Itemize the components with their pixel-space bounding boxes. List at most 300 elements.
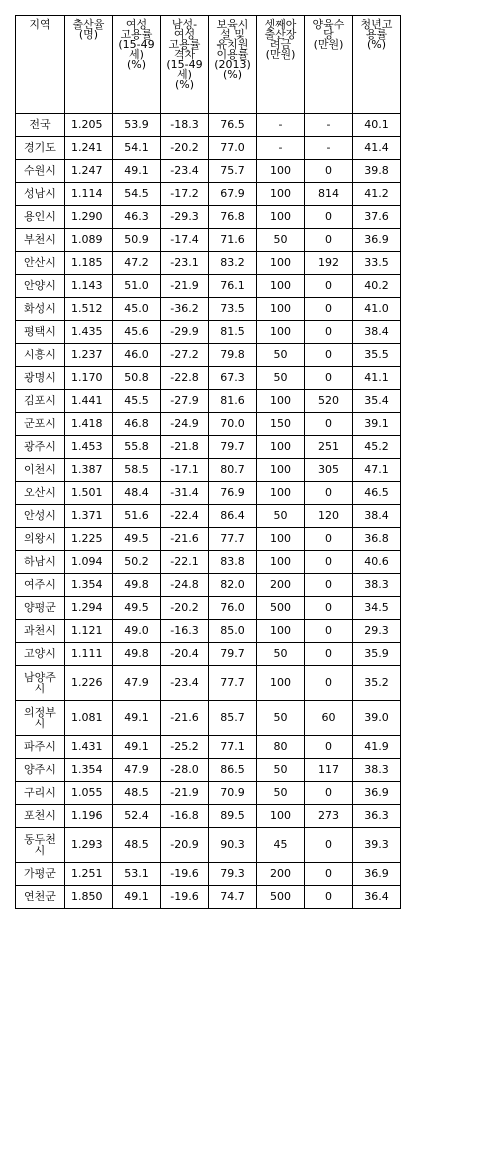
table-cell-gender-gap: -22.1 [161,551,209,574]
table-row [16,436,401,459]
table-cell-childcare-allowance: 0 [305,863,353,886]
table-cell-third-child-bonus: 100 [257,298,305,321]
table-cell-female-employment: 58.5 [113,459,161,482]
table-cell-childcare-allowance: 0 [305,643,353,666]
table-cell-third-child-bonus: 50 [257,505,305,528]
table-cell-childcare-usage: 83.8 [209,551,257,574]
table-cell-third-child-bonus: 50 [257,367,305,390]
table-cell-childcare-usage: 77.1 [209,736,257,759]
table-cell-region: 포천시 [16,805,65,828]
table-cell-region: 안양시 [16,275,65,298]
table-cell-youth-employment: 41.0 [353,298,401,321]
table-cell-birth-rate: 1.185 [65,252,113,275]
table-cell-female-employment: 45.6 [113,321,161,344]
table-cell-third-child-bonus: - [257,114,305,137]
table-cell-third-child-bonus: 100 [257,551,305,574]
table-cell-youth-employment: 35.5 [353,344,401,367]
table-cell-third-child-bonus: 100 [257,321,305,344]
table-cell-third-child-bonus: 200 [257,574,305,597]
table-cell-region: 성남시 [16,183,65,206]
table-cell-female-employment: 49.1 [113,701,161,736]
table-row [16,736,401,759]
table-row [16,298,401,321]
table-cell-childcare-usage: 73.5 [209,298,257,321]
table-cell-female-employment: 53.1 [113,863,161,886]
table-cell-third-child-bonus: 100 [257,160,305,183]
table-cell-gender-gap: -31.4 [161,482,209,505]
table-cell-female-employment: 50.9 [113,229,161,252]
table-cell-childcare-allowance: 520 [305,390,353,413]
table-cell-childcare-usage: 67.9 [209,183,257,206]
table-cell-youth-employment: 41.2 [353,183,401,206]
table-cell-gender-gap: -17.4 [161,229,209,252]
table-cell-birth-rate: 1.512 [65,298,113,321]
table-row [16,206,401,229]
table-cell-female-employment: 46.3 [113,206,161,229]
table-cell-birth-rate: 1.094 [65,551,113,574]
table-cell-third-child-bonus: 100 [257,183,305,206]
table-cell-childcare-allowance: 0 [305,321,353,344]
table-cell-childcare-allowance: 0 [305,782,353,805]
col-region-header: 지역 [16,16,65,114]
table-cell-region: 의정부 시 [16,701,65,736]
table-cell-third-child-bonus: 50 [257,344,305,367]
table-row [16,183,401,206]
table-cell-childcare-usage: 76.1 [209,275,257,298]
table-cell-gender-gap: -16.3 [161,620,209,643]
table-cell-gender-gap: -21.8 [161,436,209,459]
table-cell-third-child-bonus: - [257,137,305,160]
table-row [16,551,401,574]
table-cell-childcare-allowance: 251 [305,436,353,459]
table-cell-childcare-usage: 85.0 [209,620,257,643]
table-cell-region: 과천시 [16,620,65,643]
table-cell-childcare-allowance: 0 [305,367,353,390]
table-cell-region: 여주시 [16,574,65,597]
table-cell-female-employment: 50.2 [113,551,161,574]
table-cell-childcare-allowance: 305 [305,459,353,482]
table-cell-birth-rate: 1.114 [65,183,113,206]
table-cell-birth-rate: 1.251 [65,863,113,886]
table-cell-third-child-bonus: 100 [257,436,305,459]
table-cell-gender-gap: -17.1 [161,459,209,482]
table-cell-youth-employment: 38.3 [353,759,401,782]
table-body [16,114,401,909]
table-cell-gender-gap: -24.8 [161,574,209,597]
table-cell-youth-employment: 29.3 [353,620,401,643]
table-cell-gender-gap: -22.4 [161,505,209,528]
table-cell-third-child-bonus: 100 [257,620,305,643]
col-female-employment-header: 여성 고용률 (15-49 세) (%) [113,16,161,114]
table-cell-childcare-allowance: 0 [305,229,353,252]
table-cell-third-child-bonus: 500 [257,597,305,620]
table-cell-youth-employment: 40.6 [353,551,401,574]
table-cell-birth-rate: 1.225 [65,528,113,551]
table-cell-childcare-usage: 76.9 [209,482,257,505]
table-cell-female-employment: 48.4 [113,482,161,505]
table-cell-gender-gap: -22.8 [161,367,209,390]
table-cell-childcare-usage: 71.6 [209,229,257,252]
table-cell-youth-employment: 39.8 [353,160,401,183]
table-cell-gender-gap: -27.9 [161,390,209,413]
table-row [16,482,401,505]
table-cell-childcare-allowance: 0 [305,344,353,367]
table-cell-female-employment: 49.8 [113,643,161,666]
table-cell-childcare-usage: 81.5 [209,321,257,344]
table-cell-childcare-usage: 79.7 [209,643,257,666]
table-cell-third-child-bonus: 100 [257,805,305,828]
table-cell-youth-employment: 34.5 [353,597,401,620]
table-cell-third-child-bonus: 45 [257,828,305,863]
table-cell-youth-employment: 33.5 [353,252,401,275]
table-cell-childcare-allowance: 814 [305,183,353,206]
table-cell-female-employment: 53.9 [113,114,161,137]
col-third-child-bonus-header: 셋째아 출산장 려금 (만원) [257,16,305,114]
table-cell-region: 안성시 [16,505,65,528]
table-cell-third-child-bonus: 50 [257,229,305,252]
table-row [16,886,401,909]
table-cell-childcare-allowance: 120 [305,505,353,528]
table-cell-youth-employment: 36.4 [353,886,401,909]
table-cell-childcare-usage: 79.3 [209,863,257,886]
table-cell-third-child-bonus: 100 [257,666,305,701]
col-birth-rate-header: 출산율 (명) [65,16,113,114]
table-cell-childcare-allowance: 0 [305,528,353,551]
table-cell-birth-rate: 1.241 [65,137,113,160]
table-cell-third-child-bonus: 100 [257,482,305,505]
col-youth-employment-header: 청년고 용률 (%) [353,16,401,114]
table-cell-gender-gap: -17.2 [161,183,209,206]
col-childcare-allowance-header: 양육수 당 (만원) [305,16,353,114]
table-cell-youth-employment: 46.5 [353,482,401,505]
table-cell-female-employment: 47.2 [113,252,161,275]
table-cell-childcare-usage: 77.0 [209,137,257,160]
table-cell-childcare-usage: 70.0 [209,413,257,436]
table-cell-third-child-bonus: 50 [257,759,305,782]
table-cell-female-employment: 47.9 [113,666,161,701]
table-row [16,252,401,275]
table-cell-female-employment: 52.4 [113,805,161,828]
table-cell-female-employment: 54.5 [113,183,161,206]
table-cell-birth-rate: 1.196 [65,805,113,828]
table-cell-birth-rate: 1.111 [65,643,113,666]
table-cell-region: 동두천 시 [16,828,65,863]
table-cell-youth-employment: 35.4 [353,390,401,413]
table-cell-childcare-usage: 82.0 [209,574,257,597]
table-cell-third-child-bonus: 50 [257,643,305,666]
table-cell-childcare-allowance: 117 [305,759,353,782]
table-cell-youth-employment: 39.0 [353,701,401,736]
table-cell-childcare-allowance: 0 [305,413,353,436]
table-cell-gender-gap: -23.4 [161,666,209,701]
table-row [16,597,401,620]
table-cell-childcare-usage: 79.7 [209,436,257,459]
table-row [16,574,401,597]
col-gender-gap-header: 남성- 여성 고용률 격차 (15-49 세) (%) [161,16,209,114]
table-cell-third-child-bonus: 50 [257,701,305,736]
table-cell-female-employment: 48.5 [113,828,161,863]
table-cell-third-child-bonus: 500 [257,886,305,909]
table-cell-youth-employment: 38.4 [353,321,401,344]
table-cell-childcare-usage: 76.8 [209,206,257,229]
table-cell-female-employment: 46.8 [113,413,161,436]
table-cell-region: 부천시 [16,229,65,252]
table-cell-region: 김포시 [16,390,65,413]
table-cell-youth-employment: 37.6 [353,206,401,229]
table-row [16,114,401,137]
table-cell-gender-gap: -20.9 [161,828,209,863]
table-row [16,137,401,160]
table-cell-female-employment: 51.0 [113,275,161,298]
table-cell-region: 연천군 [16,886,65,909]
table-cell-childcare-usage: 77.7 [209,666,257,701]
table-cell-region: 양주시 [16,759,65,782]
table-cell-region: 구리시 [16,782,65,805]
table-cell-gender-gap: -29.3 [161,206,209,229]
table-cell-region: 오산시 [16,482,65,505]
table-cell-female-employment: 49.1 [113,160,161,183]
table-cell-childcare-allowance: 273 [305,805,353,828]
table-cell-youth-employment: 35.2 [353,666,401,701]
table-cell-childcare-allowance: 60 [305,701,353,736]
table-cell-female-employment: 51.6 [113,505,161,528]
table-cell-childcare-usage: 80.7 [209,459,257,482]
table-row [16,666,401,701]
table-row [16,643,401,666]
table-cell-childcare-allowance: 0 [305,298,353,321]
table-cell-youth-employment: 36.9 [353,229,401,252]
table-cell-childcare-allowance: 0 [305,275,353,298]
table-cell-region: 남양주 시 [16,666,65,701]
table-cell-childcare-allowance: 0 [305,482,353,505]
table-row [16,344,401,367]
col-childcare-usage-header: 보육시 설 및 유치원 이용률 (2013) (%) [209,16,257,114]
table-row [16,413,401,436]
table-cell-birth-rate: 1.501 [65,482,113,505]
table-cell-region: 수원시 [16,160,65,183]
table-cell-region: 평택시 [16,321,65,344]
table-cell-gender-gap: -21.6 [161,701,209,736]
table-cell-youth-employment: 45.2 [353,436,401,459]
table-cell-childcare-usage: 76.5 [209,114,257,137]
table-cell-birth-rate: 1.226 [65,666,113,701]
header-row [16,16,401,114]
table-cell-childcare-allowance: 0 [305,206,353,229]
table-cell-birth-rate: 1.453 [65,436,113,459]
table-cell-gender-gap: -19.6 [161,886,209,909]
table-cell-birth-rate: 1.431 [65,736,113,759]
table-cell-youth-employment: 38.3 [353,574,401,597]
table-cell-childcare-allowance: 0 [305,736,353,759]
table-cell-region: 용인시 [16,206,65,229]
table-cell-birth-rate: 1.089 [65,229,113,252]
table-cell-birth-rate: 1.850 [65,886,113,909]
table-cell-childcare-usage: 67.3 [209,367,257,390]
table-cell-birth-rate: 1.354 [65,574,113,597]
table-cell-childcare-usage: 85.7 [209,701,257,736]
table-cell-gender-gap: -21.9 [161,275,209,298]
table-cell-gender-gap: -16.8 [161,805,209,828]
table-cell-birth-rate: 1.354 [65,759,113,782]
table-cell-female-employment: 45.5 [113,390,161,413]
table-cell-childcare-allowance: - [305,137,353,160]
table-row [16,505,401,528]
table-cell-gender-gap: -25.2 [161,736,209,759]
table-cell-female-employment: 47.9 [113,759,161,782]
table-row [16,528,401,551]
table-cell-childcare-usage: 90.3 [209,828,257,863]
table-cell-childcare-usage: 89.5 [209,805,257,828]
table-row [16,275,401,298]
table-cell-childcare-allowance: 0 [305,666,353,701]
table-cell-youth-employment: 38.4 [353,505,401,528]
table-cell-third-child-bonus: 100 [257,390,305,413]
table-cell-third-child-bonus: 150 [257,413,305,436]
table-cell-gender-gap: -28.0 [161,759,209,782]
table-cell-gender-gap: -24.9 [161,413,209,436]
table-cell-gender-gap: -20.2 [161,137,209,160]
table-cell-youth-employment: 36.8 [353,528,401,551]
table-cell-birth-rate: 1.143 [65,275,113,298]
table-cell-youth-employment: 35.9 [353,643,401,666]
table-cell-childcare-usage: 79.8 [209,344,257,367]
table-row [16,828,401,863]
table-cell-female-employment: 50.8 [113,367,161,390]
table-cell-region: 양평군 [16,597,65,620]
table-cell-birth-rate: 1.371 [65,505,113,528]
table-cell-third-child-bonus: 100 [257,459,305,482]
table-cell-childcare-usage: 86.5 [209,759,257,782]
table-cell-childcare-usage: 76.0 [209,597,257,620]
table-cell-childcare-allowance: 0 [305,160,353,183]
table-cell-gender-gap: -23.1 [161,252,209,275]
table-cell-region: 시흥시 [16,344,65,367]
table-cell-birth-rate: 1.435 [65,321,113,344]
table-cell-childcare-usage: 86.4 [209,505,257,528]
table-cell-female-employment: 45.0 [113,298,161,321]
table-cell-female-employment: 54.1 [113,137,161,160]
table-cell-childcare-usage: 75.7 [209,160,257,183]
table-cell-childcare-allowance: 0 [305,551,353,574]
table-cell-birth-rate: 1.293 [65,828,113,863]
table-cell-region: 고양시 [16,643,65,666]
table-cell-childcare-allowance: 192 [305,252,353,275]
table-row [16,759,401,782]
table-cell-youth-employment: 39.3 [353,828,401,863]
table-cell-birth-rate: 1.387 [65,459,113,482]
table-cell-birth-rate: 1.294 [65,597,113,620]
table-cell-female-employment: 49.1 [113,736,161,759]
table-cell-third-child-bonus: 100 [257,275,305,298]
table-cell-third-child-bonus: 50 [257,782,305,805]
table-cell-region: 안산시 [16,252,65,275]
table-cell-third-child-bonus: 100 [257,252,305,275]
table-cell-youth-employment: 41.4 [353,137,401,160]
table-cell-female-employment: 49.0 [113,620,161,643]
table-cell-third-child-bonus: 100 [257,206,305,229]
table-row [16,229,401,252]
table-row [16,701,401,736]
statistics-table [15,15,401,909]
table-cell-gender-gap: -23.4 [161,160,209,183]
table-cell-gender-gap: -21.9 [161,782,209,805]
table-cell-birth-rate: 1.418 [65,413,113,436]
table-cell-childcare-usage: 81.6 [209,390,257,413]
table-cell-youth-employment: 47.1 [353,459,401,482]
table-cell-female-employment: 55.8 [113,436,161,459]
table-cell-birth-rate: 1.237 [65,344,113,367]
table-cell-youth-employment: 40.1 [353,114,401,137]
table-cell-childcare-usage: 70.9 [209,782,257,805]
table-row [16,390,401,413]
table-cell-female-employment: 46.0 [113,344,161,367]
table-cell-region: 전국 [16,114,65,137]
table-cell-gender-gap: -29.9 [161,321,209,344]
table-cell-youth-employment: 36.9 [353,782,401,805]
table-cell-third-child-bonus: 200 [257,863,305,886]
table-cell-region: 광주시 [16,436,65,459]
table-cell-childcare-usage: 83.2 [209,252,257,275]
table-cell-birth-rate: 1.205 [65,114,113,137]
table-cell-birth-rate: 1.441 [65,390,113,413]
table-cell-birth-rate: 1.247 [65,160,113,183]
table-cell-gender-gap: -36.2 [161,298,209,321]
table-cell-birth-rate: 1.290 [65,206,113,229]
table-cell-childcare-usage: 77.7 [209,528,257,551]
table-cell-childcare-allowance: 0 [305,597,353,620]
table-cell-female-employment: 48.5 [113,782,161,805]
table-cell-region: 경기도 [16,137,65,160]
table-cell-childcare-allowance: 0 [305,574,353,597]
table-row [16,863,401,886]
table-cell-region: 의왕시 [16,528,65,551]
table-cell-region: 이천시 [16,459,65,482]
table-row [16,160,401,183]
table-cell-female-employment: 49.1 [113,886,161,909]
table-cell-region: 광명시 [16,367,65,390]
table-cell-region: 파주시 [16,736,65,759]
table-row [16,620,401,643]
table-cell-youth-employment: 40.2 [353,275,401,298]
table-cell-childcare-allowance: 0 [305,620,353,643]
table-cell-youth-employment: 36.3 [353,805,401,828]
table-cell-birth-rate: 1.121 [65,620,113,643]
table-cell-region: 화성시 [16,298,65,321]
table-row [16,367,401,390]
table-cell-third-child-bonus: 100 [257,528,305,551]
table-row [16,321,401,344]
table-cell-gender-gap: -27.2 [161,344,209,367]
table-cell-birth-rate: 1.055 [65,782,113,805]
table-cell-childcare-allowance: 0 [305,828,353,863]
table-cell-youth-employment: 39.1 [353,413,401,436]
table-cell-female-employment: 49.5 [113,528,161,551]
table-cell-third-child-bonus: 80 [257,736,305,759]
table-row [16,459,401,482]
table-cell-female-employment: 49.8 [113,574,161,597]
table-cell-birth-rate: 1.081 [65,701,113,736]
table-row [16,805,401,828]
table-cell-region: 하남시 [16,551,65,574]
table-cell-gender-gap: -19.6 [161,863,209,886]
table-cell-childcare-usage: 74.7 [209,886,257,909]
table-cell-gender-gap: -21.6 [161,528,209,551]
table-cell-region: 가평군 [16,863,65,886]
table-cell-youth-employment: 41.9 [353,736,401,759]
table-cell-birth-rate: 1.170 [65,367,113,390]
table-cell-female-employment: 49.5 [113,597,161,620]
table-cell-youth-employment: 41.1 [353,367,401,390]
